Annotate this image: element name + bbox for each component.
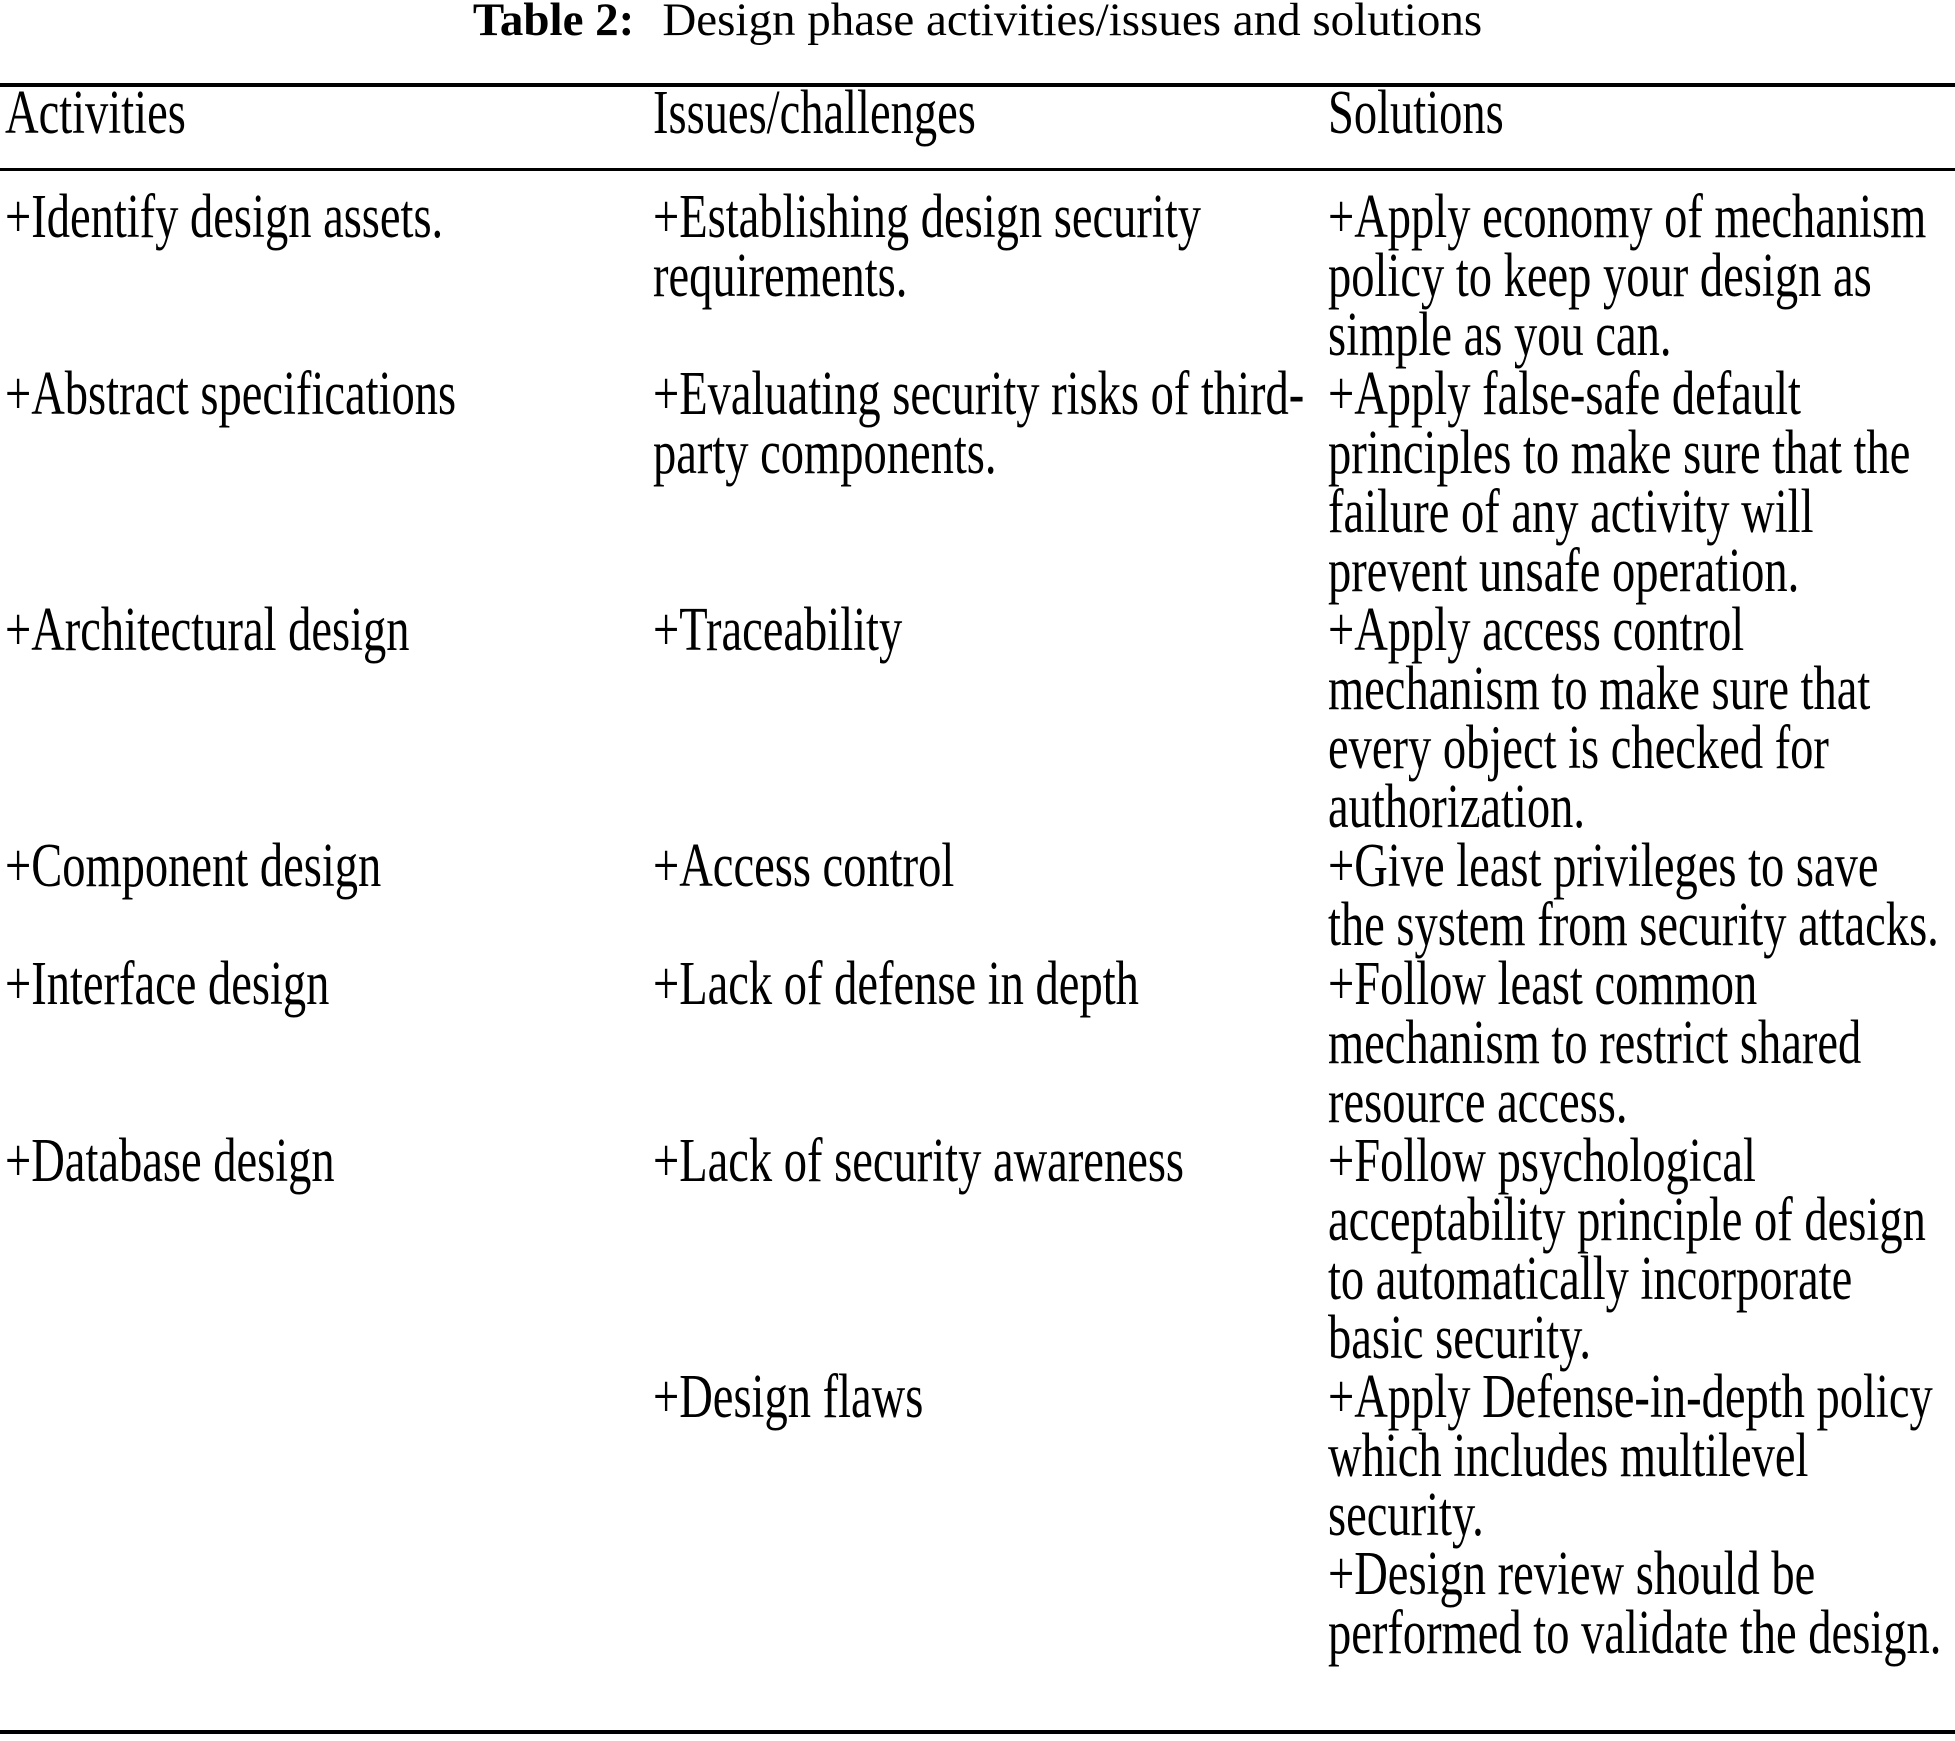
column-header-activities-cell — [0, 79, 653, 147]
activity-text: +Database design — [5, 1127, 335, 1195]
solutions-cell — [1328, 183, 1955, 369]
activity-text: +Interface design — [5, 950, 330, 1018]
column-header-solutions-cell — [1328, 79, 1955, 147]
solutions-cell — [1328, 832, 1955, 959]
table-caption — [0, 0, 1955, 46]
column-header-solutions: Solutions — [1328, 79, 1504, 147]
solutions-cell — [1328, 1363, 1955, 1667]
column-header-issues-cell — [653, 79, 1328, 147]
table-row — [0, 183, 1955, 369]
solution-item: +Apply false-safe default principles to make sure that the failure of any activity will prevent unsafe operation. — [1328, 360, 1911, 605]
solution-item: +Apply access control mechanism to make sure that every object is checked for authorization. — [1328, 596, 1871, 841]
issue-text: +Traceability — [653, 596, 903, 664]
table-caption-label: Table 2: — [472, 0, 635, 46]
solutions-cell — [1328, 1127, 1955, 1372]
solution-item: +Give least privileges to save the system from security attacks. — [1328, 832, 1939, 959]
activity-cell — [0, 183, 653, 365]
solution-item: +Apply Defense-in-depth policy which includes multilevel security. — [1328, 1363, 1933, 1549]
solution-item: +Follow psychological acceptability principle of design to automatically incorporate basic security. — [1328, 1127, 1926, 1372]
activity-text: +Architectural design — [5, 596, 410, 664]
issue-text: +Design flaws — [653, 1363, 924, 1431]
activity-text: +Identify design assets. — [5, 183, 444, 251]
issue-cell — [653, 596, 1328, 837]
table-row — [0, 360, 1955, 605]
solution-item: +Apply economy of mechanism policy to keep your design as simple as you can. — [1328, 183, 1927, 369]
table-caption-text: Design phase activities/issues and solutions — [662, 0, 1483, 46]
issue-cell — [653, 1363, 1328, 1663]
solutions-cell — [1328, 596, 1955, 841]
table-header-row — [0, 79, 1955, 147]
activity-cell — [0, 360, 653, 601]
table-header-rule — [0, 168, 1955, 171]
column-header-issues: Issues/challenges — [653, 79, 976, 147]
activity-cell — [0, 950, 653, 1132]
issue-cell — [653, 183, 1328, 365]
table-row — [0, 1127, 1955, 1372]
issue-text: +Lack of defense in depth — [653, 950, 1139, 1018]
issue-cell — [653, 360, 1328, 601]
solution-item: +Follow least common mechanism to restrict shared resource access. — [1328, 950, 1862, 1136]
issue-text: +Establishing design security requirements. — [653, 183, 1201, 310]
solution-item: +Design review should be performed to validate the design. — [1328, 1540, 1942, 1667]
solutions-cell — [1328, 950, 1955, 1136]
issue-text: +Access control — [653, 832, 955, 900]
issue-cell — [653, 832, 1328, 955]
column-header-activities: Activities — [5, 79, 186, 147]
issue-cell — [653, 1127, 1328, 1368]
table-row — [0, 950, 1955, 1136]
table-row — [0, 1363, 1955, 1667]
table-bottom-rule — [0, 1730, 1955, 1734]
solutions-cell — [1328, 360, 1955, 605]
activity-text: +Abstract specifications — [5, 360, 457, 428]
table-body — [0, 183, 1955, 1667]
issue-text: +Evaluating security risks of third-party components. — [653, 360, 1305, 487]
issue-text: +Lack of security awareness — [653, 1127, 1185, 1195]
activity-cell — [0, 1368, 653, 1663]
activity-cell — [0, 1127, 653, 1368]
activity-text: +Component design — [5, 832, 382, 900]
activity-cell — [0, 832, 653, 955]
activity-cell — [0, 596, 653, 837]
table-row — [0, 832, 1955, 959]
issue-cell — [653, 950, 1328, 1132]
table-row — [0, 596, 1955, 841]
